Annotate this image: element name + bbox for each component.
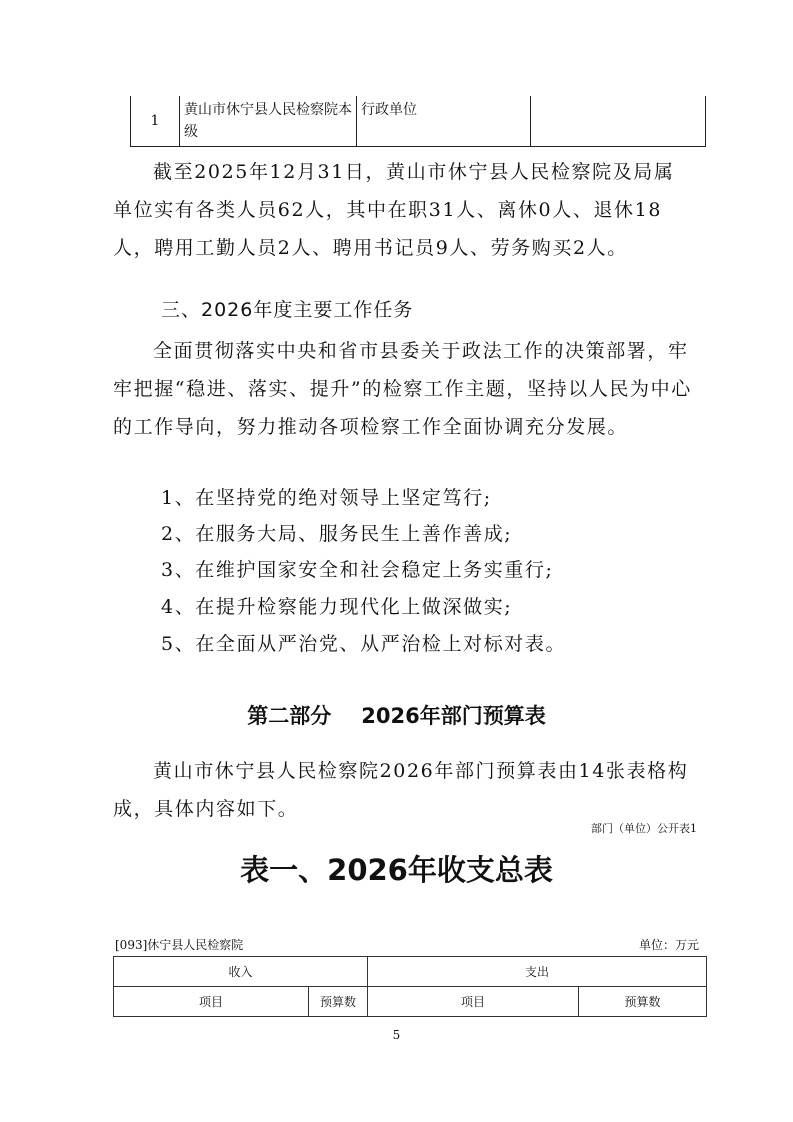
unit-type-cell: 行政单位 [357, 96, 531, 147]
table-row [131, 96, 706, 147]
task-item-5: 5、在全面从严治党、从严治检上对标对表。 [161, 633, 567, 655]
part2-title-right: 2026年部门预算表 [361, 704, 546, 728]
currency-unit: 单位：万元 [638, 938, 699, 952]
task-item-1: 1、在坚持党的绝对领导上坚定笃行; [161, 487, 492, 509]
part2-intro: 黄山市休宁县人民检察院2026年部门预算表由14张表格构成，具体内容如下。 [113, 760, 689, 820]
expense-budget-col: 预算数 [579, 987, 707, 1017]
expense-item-col: 项目 [368, 987, 579, 1017]
income-budget-col: 预算数 [309, 987, 368, 1017]
unit-code: [093]休宁县人民检察院 [115, 938, 244, 952]
table-subheader-row [114, 987, 707, 1017]
task-item-2: 2、在服务大局、服务民生上善作善成; [161, 523, 513, 545]
unit-list-table [130, 96, 706, 147]
personnel-paragraph: 截至2025年12月31日，黄山市休宁县人民检察院及局属单位实有各类人员62人，其中在职31人、离休0人、退休18人，聘用工勤人员2人、聘用书记员9人、劳务购买2人。 [113, 161, 675, 259]
table1-title: 表一、2026年收支总表 [240, 853, 553, 887]
extra-cell [531, 96, 706, 147]
part2-title-left: 第二部分 [247, 704, 332, 728]
expense-header: 支出 [368, 957, 707, 987]
task-item-4: 4、在提升检察能力现代化上做深做实; [161, 596, 513, 618]
income-item-col: 项目 [114, 987, 309, 1017]
section3-heading: 三、2026年度主要工作任务 [161, 299, 414, 321]
table-header-row [114, 957, 707, 987]
part2-title [0, 700, 793, 730]
row-index: 1 [131, 96, 180, 147]
unit-name-cell: 黄山市休宁县人民检察院本级 [180, 96, 357, 147]
task-item-3: 3、在维护国家安全和社会稳定上务实重行; [161, 559, 554, 581]
form-id-label: 部门（单位）公开表1 [591, 822, 697, 835]
section3-intro: 全面贯彻落实中央和省市县委关于政法工作的决策部署，牢牢把握“稳进、落实、提升”的检察工作主题，坚持以人民为中心的工作导向，努力推动各项检察工作全面协调充分发展。 [113, 340, 692, 438]
budget-summary-table [113, 956, 707, 1017]
page-number: 5 [392, 1028, 401, 1042]
income-header: 收入 [114, 957, 368, 987]
